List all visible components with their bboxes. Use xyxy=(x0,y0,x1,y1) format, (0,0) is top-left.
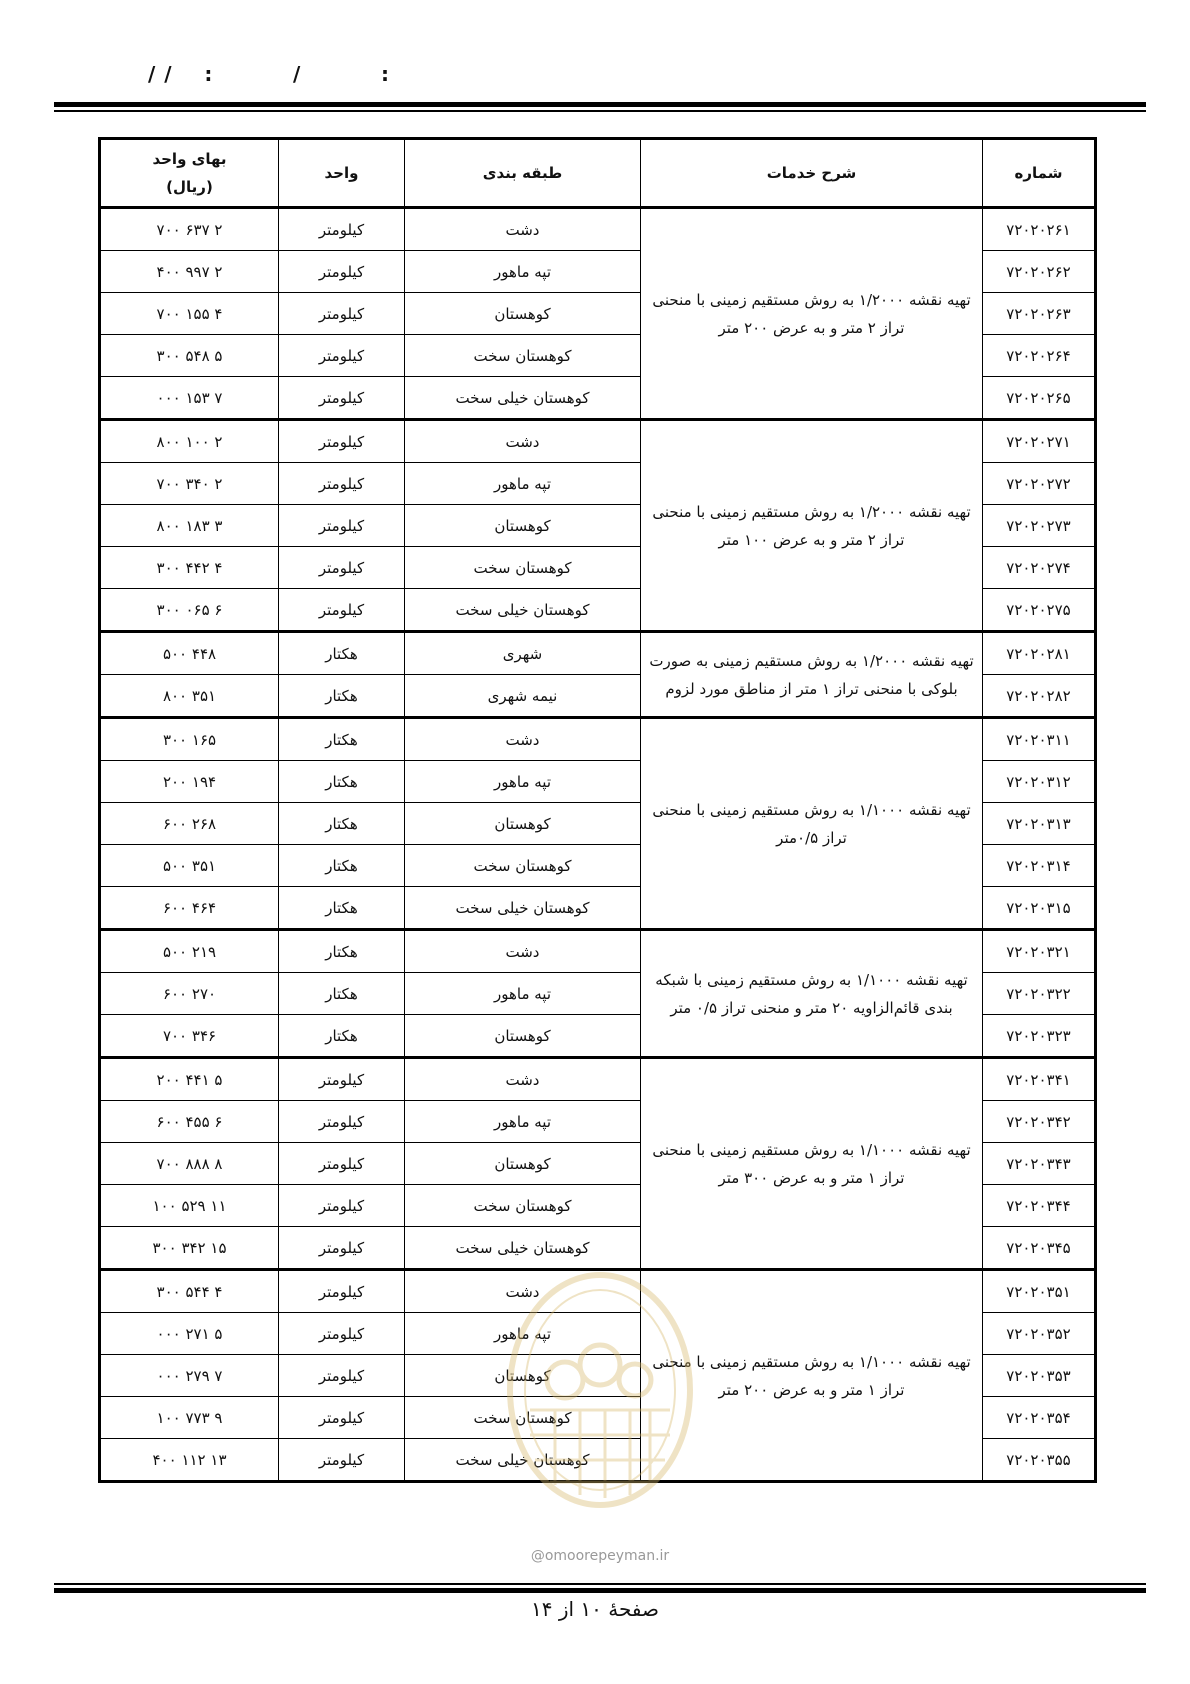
cell-classification: کوهستان xyxy=(405,803,641,845)
cell-classification: کوهستان xyxy=(405,293,641,335)
cell-code: ۷۲۰۲۰۳۱۴ xyxy=(983,845,1096,887)
cell-unit: کیلومتر xyxy=(279,1143,405,1185)
cell-code: ۷۲۰۲۰۳۵۳ xyxy=(983,1355,1096,1397)
cell-price: ۲۶۸ ۶۰۰ xyxy=(100,803,279,845)
cell-price: ۲ ۹۹۷ ۴۰۰ xyxy=(100,251,279,293)
cell-price: ۱۳ ۱۱۲ ۴۰۰ xyxy=(100,1439,279,1482)
cell-code: ۷۲۰۲۰۲۸۱ xyxy=(983,632,1096,675)
cell-classification: تپه ماهور xyxy=(405,1313,641,1355)
cell-classification: کوهستان سخت xyxy=(405,1397,641,1439)
header-price: بهای واحد (ریال) xyxy=(100,139,279,208)
cell-code: ۷۲۰۲۰۳۴۳ xyxy=(983,1143,1096,1185)
cell-unit: هکتار xyxy=(279,675,405,718)
cell-price: ۹ ۷۷۳ ۱۰۰ xyxy=(100,1397,279,1439)
cell-code: ۷۲۰۲۰۲۶۴ xyxy=(983,335,1096,377)
cell-code: ۷۲۰۲۰۳۴۲ xyxy=(983,1101,1096,1143)
cell-classification: دشت xyxy=(405,1058,641,1101)
cell-unit: هکتار xyxy=(279,1015,405,1058)
cell-classification: کوهستان خیلی سخت xyxy=(405,589,641,632)
table-row xyxy=(100,632,1096,675)
cell-description: تهیه نقشه ۱/۱۰۰۰ به روش مستقیم زمینی با منحنی تراز ۰/۵متر xyxy=(641,718,983,930)
cell-code: ۷۲۰۲۰۲۸۲ xyxy=(983,675,1096,718)
cell-code: ۷۲۰۲۰۳۵۲ xyxy=(983,1313,1096,1355)
cell-price: ۴۴۸ ۵۰۰ xyxy=(100,632,279,675)
cell-unit: کیلومتر xyxy=(279,1355,405,1397)
cell-description: تهیه نقشه ۱/۱۰۰۰ به روش مستقیم زمینی با منحنی تراز ۱ متر و به عرض ۲۰۰ متر xyxy=(641,1270,983,1482)
cell-classification: تپه ماهور xyxy=(405,1101,641,1143)
table-row xyxy=(100,420,1096,463)
cell-classification: کوهستان خیلی سخت xyxy=(405,377,641,420)
cell-unit: کیلومتر xyxy=(279,335,405,377)
cell-unit: هکتار xyxy=(279,973,405,1015)
cell-price: ۵ ۲۷۱ ۰۰۰ xyxy=(100,1313,279,1355)
table-row xyxy=(100,1270,1096,1313)
cell-price: ۷ ۲۷۹ ۰۰۰ xyxy=(100,1355,279,1397)
cell-code: ۷۲۰۲۰۳۲۱ xyxy=(983,930,1096,973)
cell-code: ۷۲۰۲۰۳۱۳ xyxy=(983,803,1096,845)
cell-price: ۵ ۴۴۱ ۲۰۰ xyxy=(100,1058,279,1101)
cell-price: ۴ ۴۴۲ ۳۰۰ xyxy=(100,547,279,589)
cell-unit: کیلومتر xyxy=(279,547,405,589)
cell-price: ۵ ۵۴۸ ۳۰۰ xyxy=(100,335,279,377)
cell-classification: دشت xyxy=(405,1270,641,1313)
cell-unit: کیلومتر xyxy=(279,505,405,547)
cell-unit: کیلومتر xyxy=(279,1313,405,1355)
cell-unit: هکتار xyxy=(279,930,405,973)
table-row xyxy=(100,718,1096,761)
cell-description: تهیه نقشه ۱/۲۰۰۰ به روش مستقیم زمینی با منحنی تراز ۲ متر و به عرض ۱۰۰ متر xyxy=(641,420,983,632)
cell-code: ۷۲۰۲۰۳۵۵ xyxy=(983,1439,1096,1482)
cell-price: ۴۶۴ ۶۰۰ xyxy=(100,887,279,930)
cell-price: ۲۷۰ ۶۰۰ xyxy=(100,973,279,1015)
header-description: شرح خدمات xyxy=(641,139,983,208)
tariff-table xyxy=(98,137,1097,1483)
cell-unit: کیلومتر xyxy=(279,377,405,420)
cell-unit: کیلومتر xyxy=(279,1397,405,1439)
cell-classification: شهری xyxy=(405,632,641,675)
cell-code: ۷۲۰۲۰۳۵۴ xyxy=(983,1397,1096,1439)
header-rule xyxy=(54,102,1146,112)
cell-classification: دشت xyxy=(405,930,641,973)
cell-classification: تپه ماهور xyxy=(405,973,641,1015)
cell-code: ۷۲۰۲۰۲۷۵ xyxy=(983,589,1096,632)
cell-unit: هکتار xyxy=(279,718,405,761)
cell-classification: کوهستان سخت xyxy=(405,845,641,887)
table-row xyxy=(100,208,1096,251)
cell-price: ۱۹۴ ۲۰۰ xyxy=(100,761,279,803)
cell-classification: دشت xyxy=(405,208,641,251)
footer-rule xyxy=(54,1583,1146,1593)
cell-price: ۸ ۸۸۸ ۷۰۰ xyxy=(100,1143,279,1185)
cell-price: ۴ ۱۵۵ ۷۰۰ xyxy=(100,293,279,335)
cell-classification: کوهستان xyxy=(405,1015,641,1058)
cell-classification: کوهستان سخت xyxy=(405,335,641,377)
cell-code: ۷۲۰۲۰۲۷۴ xyxy=(983,547,1096,589)
table-body xyxy=(100,208,1096,1482)
cell-code: ۷۲۰۲۰۲۷۱ xyxy=(983,420,1096,463)
cell-code: ۷۲۰۲۰۲۷۳ xyxy=(983,505,1096,547)
header-classification: طبقه بندی xyxy=(405,139,641,208)
cell-unit: کیلومتر xyxy=(279,589,405,632)
cell-unit: کیلومتر xyxy=(279,1101,405,1143)
cell-code: ۷۲۰۲۰۲۶۲ xyxy=(983,251,1096,293)
watermark-site: @omoorepeyman.ir xyxy=(530,1548,670,1564)
cell-unit: کیلومتر xyxy=(279,1439,405,1482)
cell-code: ۷۲۰۲۰۳۴۱ xyxy=(983,1058,1096,1101)
cell-description: تهیه نقشه ۱/۱۰۰۰ به روش مستقیم زمینی با شبکه بندی قائم‌الزاویه ۲۰ متر و منحنی تراز ۰/۵ متر xyxy=(641,930,983,1058)
cell-classification: کوهستان xyxy=(405,505,641,547)
cell-classification: کوهستان xyxy=(405,1355,641,1397)
cell-classification: دشت xyxy=(405,718,641,761)
cell-price: ۲ ۶۳۷ ۷۰۰ xyxy=(100,208,279,251)
header-code: شماره xyxy=(983,139,1096,208)
cell-code: ۷۲۰۲۰۲۶۵ xyxy=(983,377,1096,420)
cell-unit: هکتار xyxy=(279,761,405,803)
cell-classification: کوهستان خیلی سخت xyxy=(405,887,641,930)
cell-unit: کیلومتر xyxy=(279,1058,405,1101)
cell-classification: کوهستان سخت xyxy=(405,1185,641,1227)
cell-code: ۷۲۰۲۰۳۴۴ xyxy=(983,1185,1096,1227)
cell-price: ۳۵۱ ۸۰۰ xyxy=(100,675,279,718)
cell-unit: هکتار xyxy=(279,632,405,675)
cell-price: ۶ ۴۵۵ ۶۰۰ xyxy=(100,1101,279,1143)
cell-unit: کیلومتر xyxy=(279,420,405,463)
cell-price: ۱۵ ۳۴۲ ۳۰۰ xyxy=(100,1227,279,1270)
cell-classification: تپه ماهور xyxy=(405,251,641,293)
table-row xyxy=(100,930,1096,973)
cell-price: ۷ ۱۵۳ ۰۰۰ xyxy=(100,377,279,420)
cell-classification: کوهستان xyxy=(405,1143,641,1185)
cell-unit: کیلومتر xyxy=(279,208,405,251)
cell-code: ۷۲۰۲۰۲۶۳ xyxy=(983,293,1096,335)
cell-description: تهیه نقشه ۱/۱۰۰۰ به روش مستقیم زمینی با منحنی تراز ۱ متر و به عرض ۳۰۰ متر xyxy=(641,1058,983,1270)
cell-price: ۱۱ ۵۲۹ ۱۰۰ xyxy=(100,1185,279,1227)
cell-code: ۷۲۰۲۰۳۲۲ xyxy=(983,973,1096,1015)
cell-unit: کیلومتر xyxy=(279,1270,405,1313)
cell-unit: کیلومتر xyxy=(279,1227,405,1270)
cell-description: تهیه نقشه ۱/۲۰۰۰ به روش مستقیم زمینی با منحنی تراز ۲ متر و به عرض ۲۰۰ متر xyxy=(641,208,983,420)
cell-classification: کوهستان سخت xyxy=(405,547,641,589)
cell-unit: کیلومتر xyxy=(279,251,405,293)
cell-code: ۷۲۰۲۰۳۱۱ xyxy=(983,718,1096,761)
cell-classification: کوهستان خیلی سخت xyxy=(405,1439,641,1482)
cell-classification: تپه ماهور xyxy=(405,463,641,505)
cell-unit: کیلومتر xyxy=(279,293,405,335)
cell-code: ۷۲۰۲۰۳۵۱ xyxy=(983,1270,1096,1313)
table-row xyxy=(100,1058,1096,1101)
cell-unit: کیلومتر xyxy=(279,1185,405,1227)
cell-classification: دشت xyxy=(405,420,641,463)
cell-code: ۷۲۰۲۰۳۲۳ xyxy=(983,1015,1096,1058)
cell-unit: هکتار xyxy=(279,887,405,930)
cell-unit: هکتار xyxy=(279,803,405,845)
cell-price: ۱۶۵ ۳۰۰ xyxy=(100,718,279,761)
cell-price: ۴ ۵۴۴ ۳۰۰ xyxy=(100,1270,279,1313)
page-number: صفحهٔ ۱۰ از ۱۴ xyxy=(531,1597,659,1621)
cell-classification: نیمه شهری xyxy=(405,675,641,718)
cell-price: ۲ ۱۰۰ ۸۰۰ xyxy=(100,420,279,463)
cell-unit: هکتار xyxy=(279,845,405,887)
cell-price: ۲۱۹ ۵۰۰ xyxy=(100,930,279,973)
table-header-row xyxy=(100,139,1096,208)
cell-description: تهیه نقشه ۱/۲۰۰۰ به روش مستقیم زمینی به صورت بلوکی با منحنی تراز ۱ متر از مناطق مورد لزوم xyxy=(641,632,983,718)
cell-price: ۳۴۶ ۷۰۰ xyxy=(100,1015,279,1058)
cell-code: ۷۲۰۲۰۳۱۲ xyxy=(983,761,1096,803)
header-unit: واحد xyxy=(279,139,405,208)
cell-code: ۷۲۰۲۰۲۷۲ xyxy=(983,463,1096,505)
cell-price: ۳ ۱۸۳ ۸۰۰ xyxy=(100,505,279,547)
cell-classification: کوهستان خیلی سخت xyxy=(405,1227,641,1270)
cell-code: ۷۲۰۲۰۳۴۵ xyxy=(983,1227,1096,1270)
cell-code: ۷۲۰۲۰۳۱۵ xyxy=(983,887,1096,930)
cell-classification: تپه ماهور xyxy=(405,761,641,803)
header-date-line: / / : / : xyxy=(148,62,390,86)
cell-price: ۶ ۰۶۵ ۳۰۰ xyxy=(100,589,279,632)
cell-code: ۷۲۰۲۰۲۶۱ xyxy=(983,208,1096,251)
cell-price: ۳۵۱ ۵۰۰ xyxy=(100,845,279,887)
cell-price: ۲ ۳۴۰ ۷۰۰ xyxy=(100,463,279,505)
cell-unit: کیلومتر xyxy=(279,463,405,505)
